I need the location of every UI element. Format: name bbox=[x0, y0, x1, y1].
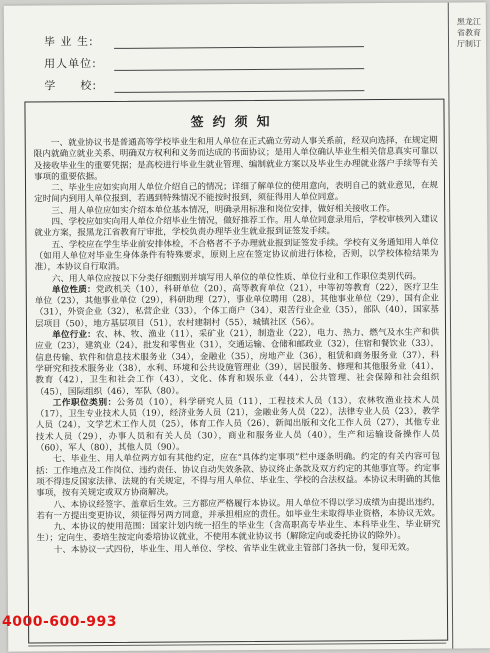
graduate-input-line[interactable] bbox=[114, 31, 364, 49]
clause-3: 三、用人单位应如实介绍本单位基本情况，明确录用标准和岗位安排，做好相关接收工作。 bbox=[51, 203, 396, 217]
school-input-line[interactable] bbox=[114, 75, 364, 93]
unit-nature-label: 单位性质： bbox=[51, 284, 96, 296]
clause-1: 一、就业协议书是普通高等学校毕业生和用人单位在正式确立劳动人事关系前，经双向选择，在规定期限内就确立就业关系、明确双方权利和义务而达成的书面协议；是用人单位确认毕业生相关信息真实可靠以及接收毕业生的重要凭据；是高校进行毕业生就业管理、编制就业方案以及毕业生办理就业落户手续等有关事项的重要依据。 bbox=[33, 135, 438, 183]
notice-box bbox=[24, 99, 448, 644]
bottom-rule bbox=[28, 643, 446, 647]
agreement-page bbox=[4, 2, 490, 651]
unit-nature-list bbox=[35, 283, 439, 331]
binding-strip bbox=[448, 2, 490, 648]
party-fields bbox=[44, 25, 444, 94]
school-label: 学 校: bbox=[44, 79, 98, 93]
notice-content bbox=[34, 136, 441, 557]
notice-title: 签约须知 bbox=[190, 114, 279, 131]
clause-6: 六、用人单位应按以下分类仔细甄别并填写用人单位的单位性质、单位行业和工作职位类别代码。 bbox=[51, 271, 422, 284]
employer-label: 用人单位: bbox=[44, 57, 97, 71]
phone-watermark: 4000-600-993 bbox=[2, 614, 118, 630]
clause-8: 八、本协议经签字、盖章后生效。三方都应严格履行本协议。用人单位不得以学习成绩为由提出违约，若有一方提出变更协议，须征得另两方同意，并承担相应的责任。如毕业生未取得毕业资格，本协议无效。 bbox=[36, 497, 441, 522]
clause-5: 五、学校应在学生毕业前安排体检，不合格者不予办理就业报到证签发手续。学校有义务通知用人单位（如用人单位对毕业生身体条件有特殊要求，原则上应在签定协议前进行体检，否则，以学校体检结果为准），本协议自行取消。 bbox=[34, 237, 439, 273]
clause-2: 二、毕业生应如实向用人单位介绍自己的情况；详细了解单位的使用意向，表明自己的就业意见，在规定时间内到用人单位报到，若遇到特殊情况不能按时报到，须征得用人单位同意。 bbox=[34, 180, 439, 205]
job-category-list bbox=[35, 395, 439, 454]
clause-10: 十、本协议一式四份，毕业生、用人单位、学校、省毕业生就业主管部门各执一份，复印无效。 bbox=[53, 542, 415, 556]
clause-4: 四、学校应如实向用人单位介绍毕业生情况，做好推荐工作。用人单位同意录用后，学校审核列入建议就业方案，报黑龙江省教育厅审批，学校负责办理毕业生就业报到证签发手续。 bbox=[34, 214, 439, 239]
graduate-label: 毕 业 生: bbox=[43, 35, 94, 49]
job-category-text: 公务员（10），科学研究人员（11），工程技术人员（13），农林牧渔业技术人员（17），卫生专业技术人员（19），经济业务人员（21），金融业务人员（22），法律专业人员（23），教学人员（24），文学艺术工作人员（25），体育工作人员（26），新闻出版和文化工作人员（27），其他专业技术人员（29），办事人员和有关人员（30），商业和服务业人员（40），生产和运输设备操作人员（60），军人（80），其他人员（90）。 bbox=[35, 395, 440, 454]
unit-nature-text: 党政机关（10），科研单位（20），高等教育单位（21），中等初等教育（22），医疗卫生单位（23），其他事业单位（29），科研助理（27），事业单位聘用（28），其他事业单位（29），国有企业（31），外资企业（32），私营企业（33），个体工商户（34），艰苦行业企业（35），部队（40），国家基层项目（50），地方基层项目（51），农村建制村（55），城镇社区（56）。 bbox=[34, 282, 439, 330]
unit-industry-list bbox=[35, 328, 439, 399]
employer-field[interactable] bbox=[44, 47, 444, 72]
unit-industry-text: 农、林、牧、渔业（11），采矿业（21），制造业（22），电力、热力、燃气及水生产和供应业（23），建筑业（24），批发和零售业（31），交通运输、仓储和邮政业（32），住宿和餐饮业（33），信息传输、软件和信息技术服务业（34），金融业（35），房地产业（36），租赁和商务服务业（37），科学研究和技术服务业（38），水利、环境和公共设施管理业（39），居民服务、修理和其他服务业（41），教育（42），卫生和社会工作（43），文化、体育和娱乐业（44），公共管理、社会保障和社会组织（45），国际组织（46），军队（80）。 bbox=[35, 327, 440, 398]
school-field[interactable] bbox=[44, 69, 444, 94]
clause-7: 七、毕业生、用人单位两方如有其他约定，应在“具体约定事项”栏中逐条明确。约定的有关内容可包括：工作地点及工作岗位、违约责任、协议自动失效条款、协议终止条款及双方约定的其他事宜等。约定事项不得违反国家法律、法规的有关规定，不得与用人单位、毕业生、学校的合法权益。本协议未明确的其他事项，按有关规定或双方协商解决。 bbox=[35, 451, 441, 499]
graduate-field[interactable] bbox=[44, 25, 444, 50]
employer-input-line[interactable] bbox=[114, 53, 364, 71]
clause-9: 九、本协议的使用范围：国家计划内统一招生的毕业生（含高职高专毕业生、本科毕业生、毕业研究生）；定向生、委培生按定向委培协议就业，不使用本就业协议书（解除定向或委托协议的除外）。 bbox=[36, 519, 441, 544]
unit-industry-label: 单位行业： bbox=[52, 330, 96, 341]
job-category-label: 工作职位类别： bbox=[52, 397, 117, 409]
publisher-label: 黑龙江省教育厅制订 bbox=[456, 17, 482, 49]
